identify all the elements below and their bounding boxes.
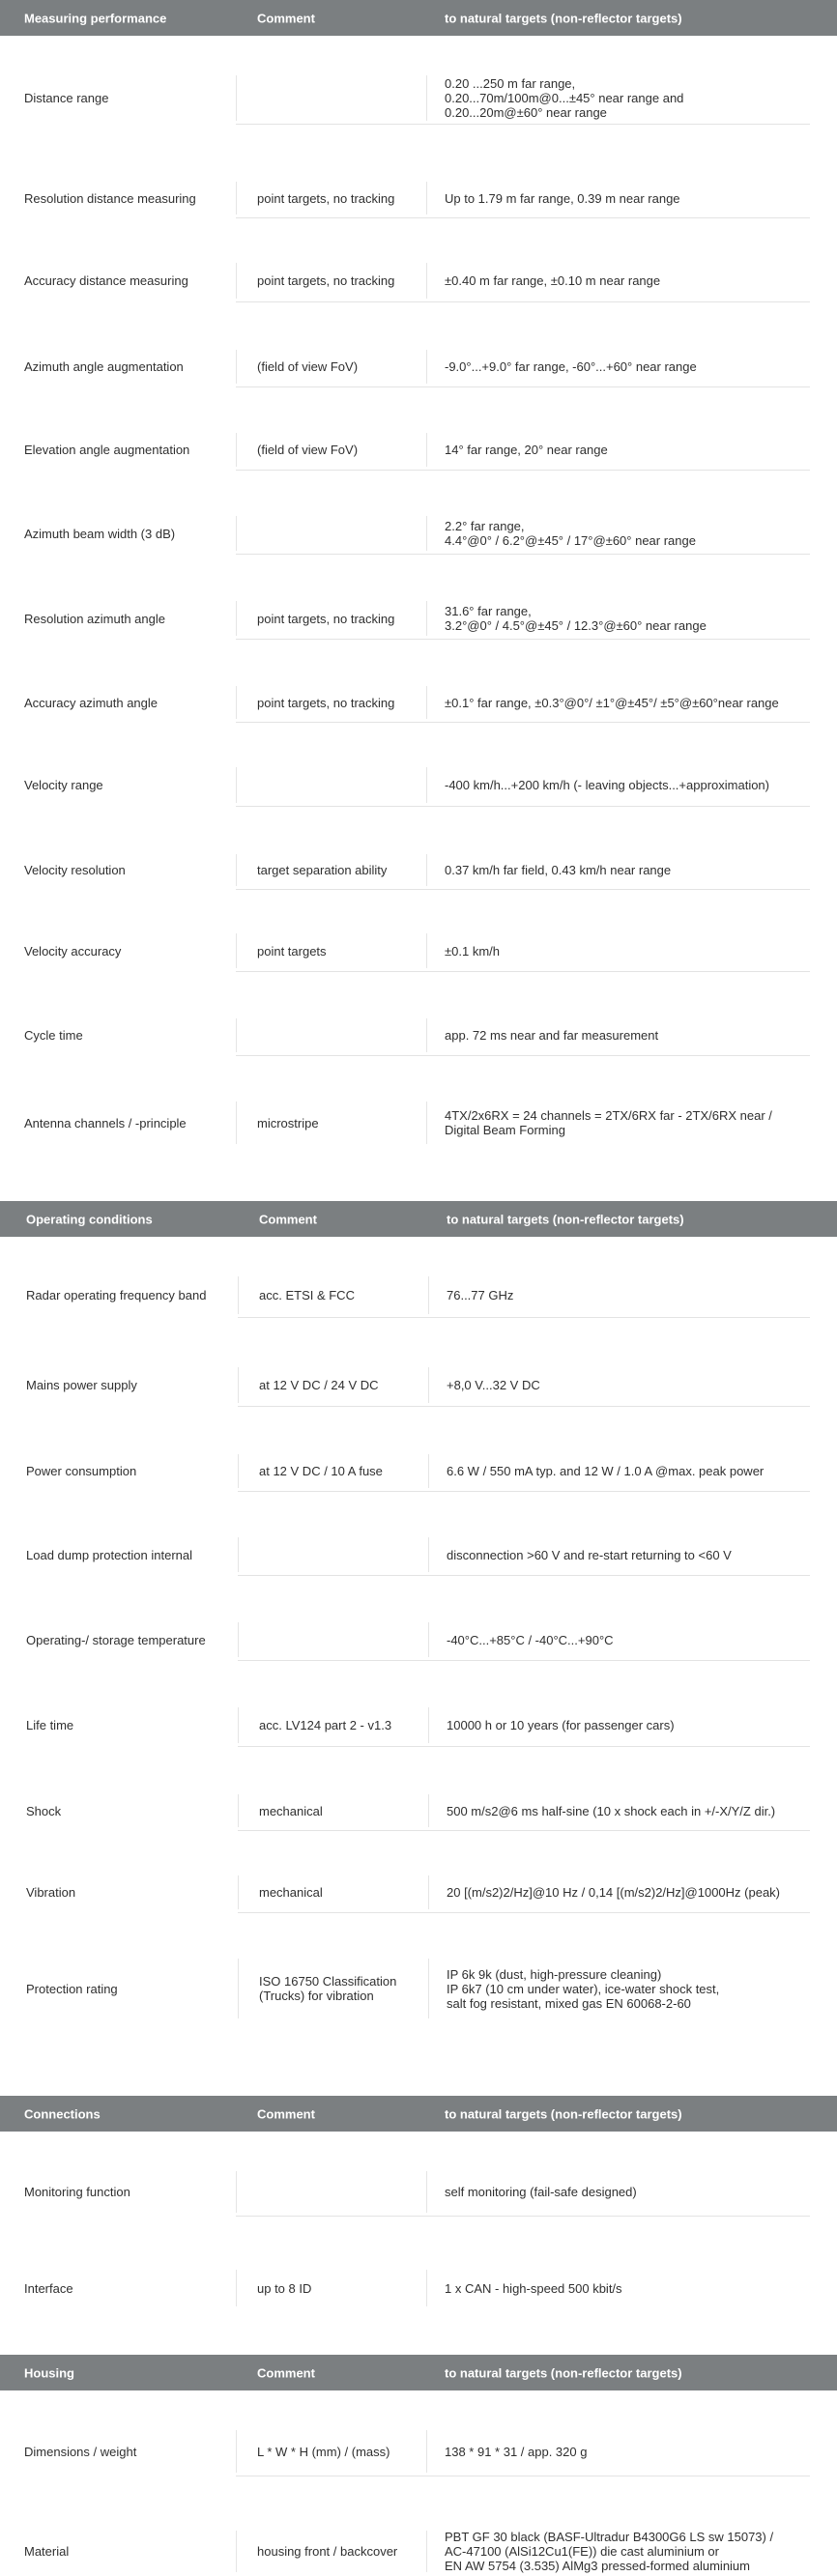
column-divider bbox=[238, 1276, 239, 1314]
column-divider bbox=[236, 2270, 237, 2306]
row-divider bbox=[236, 554, 810, 555]
parameter: Azimuth beam width (3 dB) bbox=[24, 526, 176, 541]
parameter: Load dump protection internal bbox=[26, 1547, 193, 1562]
column-divider bbox=[238, 1454, 239, 1488]
column-divider bbox=[238, 1622, 239, 1657]
table-row bbox=[0, 1363, 837, 1407]
table-row bbox=[0, 682, 837, 723]
column-divider bbox=[426, 767, 427, 803]
section-title: Operating conditions bbox=[26, 1212, 153, 1226]
comment: mechanical bbox=[259, 1803, 323, 1818]
value: ±0.1° far range, ±0.3°@0°/ ±1°@±45°/ ±5°@±60°near range bbox=[445, 695, 779, 710]
row-divider bbox=[236, 470, 810, 471]
table-row bbox=[0, 2527, 837, 2576]
comment bbox=[257, 72, 420, 125]
value: 20 [(m/s2)2/Hz]@10 Hz / 0,14 [(m/s2)2/Hz]@1000Hz (peak) bbox=[447, 1885, 781, 1900]
column-divider bbox=[426, 686, 427, 719]
table-row bbox=[0, 1015, 837, 1056]
comment-header: Comment bbox=[257, 11, 315, 25]
parameter: Resolution distance measuring bbox=[24, 190, 196, 206]
table-row bbox=[0, 763, 837, 807]
table-row bbox=[0, 930, 837, 972]
comment: housing front / backcover bbox=[257, 2544, 398, 2559]
table-row bbox=[0, 1955, 837, 2022]
row-divider bbox=[236, 806, 810, 807]
column-divider bbox=[238, 1794, 239, 1827]
column-divider bbox=[426, 182, 427, 215]
column-divider bbox=[236, 1018, 237, 1052]
value: self monitoring (fail-safe designed) bbox=[445, 2185, 637, 2199]
targets-header: to natural targets (non-reflector targets) bbox=[445, 2106, 682, 2121]
comment-header: Comment bbox=[257, 2365, 315, 2380]
parameter: Antenna channels / -principle bbox=[24, 1115, 187, 1131]
value: 500 m/s2@6 ms half-sine (10 x shock each in +/-X/Y/Z dir.) bbox=[447, 1803, 776, 1818]
parameter: Mains power supply bbox=[26, 1378, 137, 1392]
column-divider bbox=[428, 1959, 429, 2018]
comment: (field of view FoV) bbox=[257, 443, 359, 457]
table-row bbox=[0, 1618, 837, 1661]
table-row bbox=[0, 1450, 837, 1492]
value: 14° far range, 20° near range bbox=[445, 443, 608, 457]
table-row bbox=[0, 1098, 837, 1148]
comment: (field of view FoV) bbox=[257, 359, 359, 374]
row-divider bbox=[236, 722, 810, 723]
column-divider bbox=[426, 2171, 427, 2213]
value: 76...77 GHz bbox=[447, 1288, 514, 1302]
value: 0.20 ...250 m far range, 0.20...70m/100m@0...±45° near range and 0.20...20m@±60° near range bbox=[445, 76, 684, 120]
comment: point targets bbox=[257, 943, 327, 959]
value: 1 x CAN - high-speed 500 kbit/s bbox=[445, 2280, 622, 2296]
table-row bbox=[0, 1790, 837, 1831]
table-row bbox=[0, 1273, 837, 1318]
value: ±0.1 km/h bbox=[445, 943, 500, 959]
parameter: Interface bbox=[24, 2280, 73, 2296]
row-divider bbox=[236, 639, 810, 640]
section-title: Housing bbox=[24, 2365, 74, 2380]
column-divider bbox=[236, 2430, 237, 2473]
comment: point targets, no tracking bbox=[257, 695, 395, 710]
column-divider bbox=[236, 854, 237, 886]
column-divider bbox=[236, 1102, 237, 1144]
parameter: Resolution azimuth angle bbox=[24, 611, 165, 626]
column-divider bbox=[426, 75, 427, 121]
comment bbox=[257, 1015, 420, 1056]
column-divider bbox=[426, 854, 427, 886]
parameter: Accuracy azimuth angle bbox=[24, 695, 159, 710]
table-row bbox=[0, 178, 837, 218]
table-row bbox=[0, 2167, 837, 2217]
parameter: Material bbox=[24, 2544, 70, 2559]
column-divider bbox=[428, 1622, 429, 1657]
parameter: Life time bbox=[26, 1718, 74, 1732]
table-row bbox=[0, 429, 837, 471]
column-divider bbox=[236, 263, 237, 299]
column-divider bbox=[428, 1276, 429, 1314]
column-divider bbox=[236, 516, 237, 551]
value: 31.6° far range, 3.2°@0° / 4.5°@±45° / 12.3°@±60° near range bbox=[445, 604, 707, 633]
value: ±0.40 m far range, ±0.10 m near range bbox=[445, 273, 661, 288]
row-divider bbox=[236, 301, 810, 302]
comment: point targets, no tracking bbox=[257, 273, 395, 288]
parameter: Radar operating frequency band bbox=[26, 1288, 207, 1302]
section-header bbox=[0, 2355, 837, 2390]
parameter: Velocity resolution bbox=[24, 863, 126, 877]
value: PBT GF 30 black (BASF-Ultradur B4300G6 LS sw 15073) / AC-47100 (AlSi12Cu1(FE)) die cast aluminium or EN AW 5754 (3.535) AlMg3 pressed-formed aluminium bbox=[445, 2530, 774, 2573]
column-divider bbox=[428, 1454, 429, 1488]
table-row bbox=[0, 850, 837, 890]
column-divider bbox=[426, 1102, 427, 1144]
parameter: Dimensions / weight bbox=[24, 2444, 137, 2459]
column-divider bbox=[236, 767, 237, 803]
section-header bbox=[0, 1201, 837, 1237]
column-divider bbox=[236, 2531, 237, 2572]
section-header bbox=[0, 2096, 837, 2132]
column-divider bbox=[426, 601, 427, 636]
comment: acc. LV124 part 2 - v1.3 bbox=[259, 1718, 392, 1732]
comment: L * W * H (mm) / (mass) bbox=[257, 2444, 390, 2459]
comment: acc. ETSI & FCC bbox=[259, 1288, 355, 1302]
value: -400 km/h...+200 km/h (- leaving objects...+approximation) bbox=[445, 778, 769, 792]
column-divider bbox=[426, 2270, 427, 2306]
column-divider bbox=[426, 2531, 427, 2572]
column-divider bbox=[426, 433, 427, 467]
value: -40°C...+85°C / -40°C...+90°C bbox=[447, 1632, 614, 1647]
table-row bbox=[0, 597, 837, 640]
parameter: Velocity accuracy bbox=[24, 943, 122, 959]
comment: point targets, no tracking bbox=[257, 190, 395, 206]
comment: microstripe bbox=[257, 1115, 319, 1131]
value: 10000 h or 10 years (for passenger cars) bbox=[447, 1718, 675, 1732]
column-divider bbox=[428, 1537, 429, 1572]
table-row bbox=[0, 346, 837, 387]
column-divider bbox=[238, 1707, 239, 1743]
row-divider bbox=[238, 1406, 810, 1407]
comment-header: Comment bbox=[259, 1212, 317, 1226]
column-divider bbox=[428, 1707, 429, 1743]
comment: ISO 16750 Classification (Trucks) for vibration bbox=[259, 1974, 397, 2003]
targets-header: to natural targets (non-reflector targets) bbox=[445, 11, 682, 25]
value: Up to 1.79 m far range, 0.39 m near range bbox=[445, 190, 680, 206]
column-divider bbox=[236, 601, 237, 636]
comment bbox=[257, 512, 420, 555]
parameter: Monitoring function bbox=[24, 2185, 130, 2199]
value: -9.0°...+9.0° far range, -60°...+60° near range bbox=[445, 359, 697, 374]
row-divider bbox=[236, 217, 810, 218]
comment bbox=[257, 763, 420, 807]
value: 0.37 km/h far field, 0.43 km/h near range bbox=[445, 863, 672, 877]
targets-header: to natural targets (non-reflector targets) bbox=[445, 2365, 682, 2380]
parameter: Power consumption bbox=[26, 1464, 137, 1478]
column-divider bbox=[238, 1959, 239, 2018]
comment bbox=[259, 1618, 422, 1661]
parameter: Operating-/ storage temperature bbox=[26, 1632, 206, 1647]
value: 4TX/2x6RX = 24 channels = 2TX/6RX far - 2TX/6RX near / Digital Beam Forming bbox=[445, 1108, 772, 1137]
value: 2.2° far range, 4.4°@0° / 6.2°@±45° / 17°@±60° near range bbox=[445, 519, 696, 548]
parameter: Azimuth angle augmentation bbox=[24, 359, 184, 374]
column-divider bbox=[236, 686, 237, 719]
column-divider bbox=[238, 1875, 239, 1909]
comment: at 12 V DC / 24 V DC bbox=[259, 1378, 379, 1392]
row-divider bbox=[236, 2216, 810, 2217]
column-divider bbox=[426, 350, 427, 384]
value: disconnection >60 V and re-start returning to <60 V bbox=[447, 1547, 732, 1562]
row-divider bbox=[238, 1575, 810, 1576]
column-divider bbox=[236, 933, 237, 968]
table-row bbox=[0, 512, 837, 555]
column-divider bbox=[238, 1537, 239, 1572]
column-divider bbox=[428, 1794, 429, 1827]
table-row bbox=[0, 2266, 837, 2310]
column-divider bbox=[426, 516, 427, 551]
value: IP 6k 9k (dust, high-pressure cleaning) IP 6k7 (10 cm under water), ice-water shock test, salt fog resistant, mixed gas EN 60068-2-60 bbox=[447, 1966, 720, 2011]
column-divider bbox=[236, 350, 237, 384]
value: 6.6 W / 550 mA typ. and 12 W / 1.0 A @max. peak power bbox=[447, 1464, 765, 1478]
column-divider bbox=[236, 433, 237, 467]
column-divider bbox=[236, 75, 237, 121]
column-divider bbox=[238, 1367, 239, 1403]
column-divider bbox=[236, 182, 237, 215]
table-row bbox=[0, 1872, 837, 1913]
column-divider bbox=[426, 263, 427, 299]
column-divider bbox=[426, 1018, 427, 1052]
parameter: Velocity range bbox=[24, 778, 103, 792]
comment: up to 8 ID bbox=[257, 2280, 312, 2296]
row-divider bbox=[238, 1491, 810, 1492]
table-row bbox=[0, 1703, 837, 1747]
column-divider bbox=[428, 1875, 429, 1909]
row-divider bbox=[238, 1912, 810, 1913]
row-divider bbox=[236, 889, 810, 890]
row-divider bbox=[238, 1660, 810, 1661]
targets-header: to natural targets (non-reflector targets) bbox=[447, 1212, 684, 1226]
table-row bbox=[0, 2426, 837, 2476]
value: app. 72 ms near and far measurement bbox=[445, 1028, 659, 1043]
parameter: Protection rating bbox=[26, 1981, 118, 1996]
table-row bbox=[0, 259, 837, 302]
comment: at 12 V DC / 10 A fuse bbox=[259, 1464, 383, 1478]
row-divider bbox=[238, 1746, 810, 1747]
comment: target separation ability bbox=[257, 863, 388, 877]
row-divider bbox=[236, 971, 810, 972]
row-divider bbox=[236, 1055, 810, 1056]
row-divider bbox=[238, 1830, 810, 1831]
comment-header: Comment bbox=[257, 2106, 315, 2121]
row-divider bbox=[236, 386, 810, 387]
row-divider bbox=[236, 124, 810, 125]
comment bbox=[257, 2167, 420, 2217]
parameter: Elevation angle augmentation bbox=[24, 443, 190, 457]
column-divider bbox=[426, 2430, 427, 2473]
column-divider bbox=[426, 933, 427, 968]
value: +8,0 V...32 V DC bbox=[447, 1378, 540, 1392]
parameter: Cycle time bbox=[24, 1028, 83, 1043]
section-title: Connections bbox=[24, 2106, 101, 2121]
parameter: Shock bbox=[26, 1803, 62, 1818]
comment bbox=[259, 1533, 422, 1576]
section-title: Measuring performance bbox=[24, 11, 167, 25]
table-row bbox=[0, 72, 837, 125]
comment: mechanical bbox=[259, 1885, 323, 1900]
comment: point targets, no tracking bbox=[257, 611, 395, 626]
parameter: Accuracy distance measuring bbox=[24, 273, 188, 288]
section-header bbox=[0, 0, 837, 36]
table-row bbox=[0, 1533, 837, 1576]
parameter: Vibration bbox=[26, 1885, 76, 1900]
value: 138 * 91 * 31 / app. 320 g bbox=[445, 2444, 588, 2459]
row-divider bbox=[238, 1317, 810, 1318]
column-divider bbox=[428, 1367, 429, 1403]
parameter: Distance range bbox=[24, 91, 109, 105]
column-divider bbox=[236, 2171, 237, 2213]
